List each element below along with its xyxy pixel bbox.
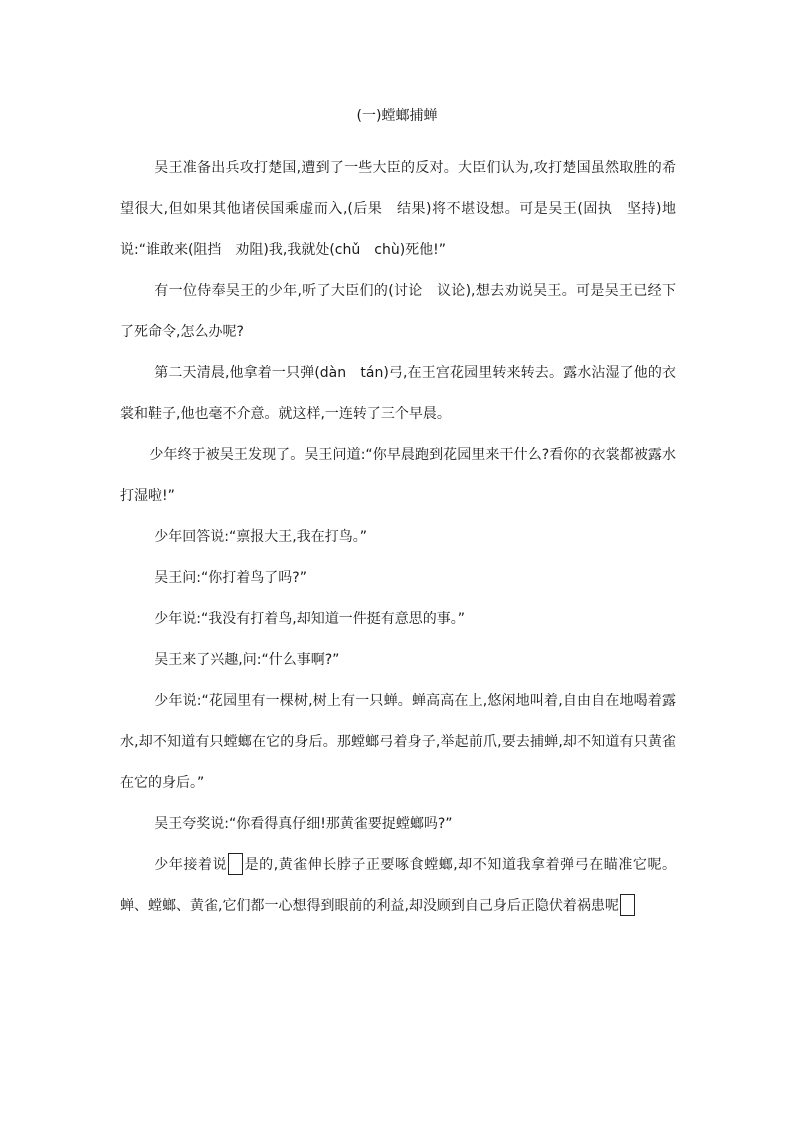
paragraph-7: 少年说:“我没有打着鸟,却知道一件挺有意思的事。” [154,611,465,627]
paragraph-6: 吴王问:“你打着鸟了吗?” [154,570,307,586]
punctuation-blank-box-2[interactable] [620,894,635,916]
paragraph-10: 吴王夸奖说:“你看得真仔细!那黄雀要捉螳螂吗?” [154,816,453,832]
paragraph-4: 少年终于被吴王发现了。吴王问道:“你早晨跑到花园里来干什么?看你的衣裳都被露水打湿啦!” [120,447,676,504]
paragraph-11 [120,845,676,927]
paragraph-9: 少年说:“花园里有一棵树,树上有一只蝉。蝉高高在上,悠闲地叫着,自由自在地喝着露水,却不知道有只螳螂在它的身后。那螳螂弓着身子,举起前爪,要去捕蝉,却不知道有只黄雀在它的身后。” [120,693,676,791]
document-title: (一)螳螂捕蝉 [356,108,438,124]
document-body [120,148,676,927]
paragraph-11-part-1: 少年接着说 [154,857,228,873]
punctuation-blank-box-1[interactable] [228,853,243,875]
paragraph-1: 吴王准备出兵攻打楚国,遭到了一些大臣的反对。大臣们认为,攻打楚国虽然取胜的希望很大,但如果其他诸侯国乘虚而入,(后果 结果)将不堪设想。可是吴王(固执 坚持)地说:“谁敢来(阻挡 劝阻)我,我就处(chǔ chù)死他!” [120,160,676,258]
paragraph-5: 少年回答说:“禀报大王,我在打鸟。” [154,529,367,545]
paragraph-11-part-2: 是的,黄雀伸长脖子正要啄食螳螂,却不知道我拿着弹弓在瞄准它呢。蝉、螳螂、黄雀,它们都一心想得到眼前的利益,却没顾到自己身后正隐伏着祸患呢 [120,857,676,914]
paragraph-3: 第二天清晨,他拿着一只弹(dàn tán)弓,在王宫花园里转来转去。露水沾湿了他的衣裳和鞋子,他也毫不介意。就这样,一连转了三个早晨。 [120,365,676,422]
paragraph-2: 有一位侍奉吴王的少年,听了大臣们的(讨论 议论),想去劝说吴王。可是吴王已经下了死命令,怎么办呢? [120,283,676,340]
paragraph-8: 吴王来了兴趣,问:“什么事啊?” [154,652,340,668]
